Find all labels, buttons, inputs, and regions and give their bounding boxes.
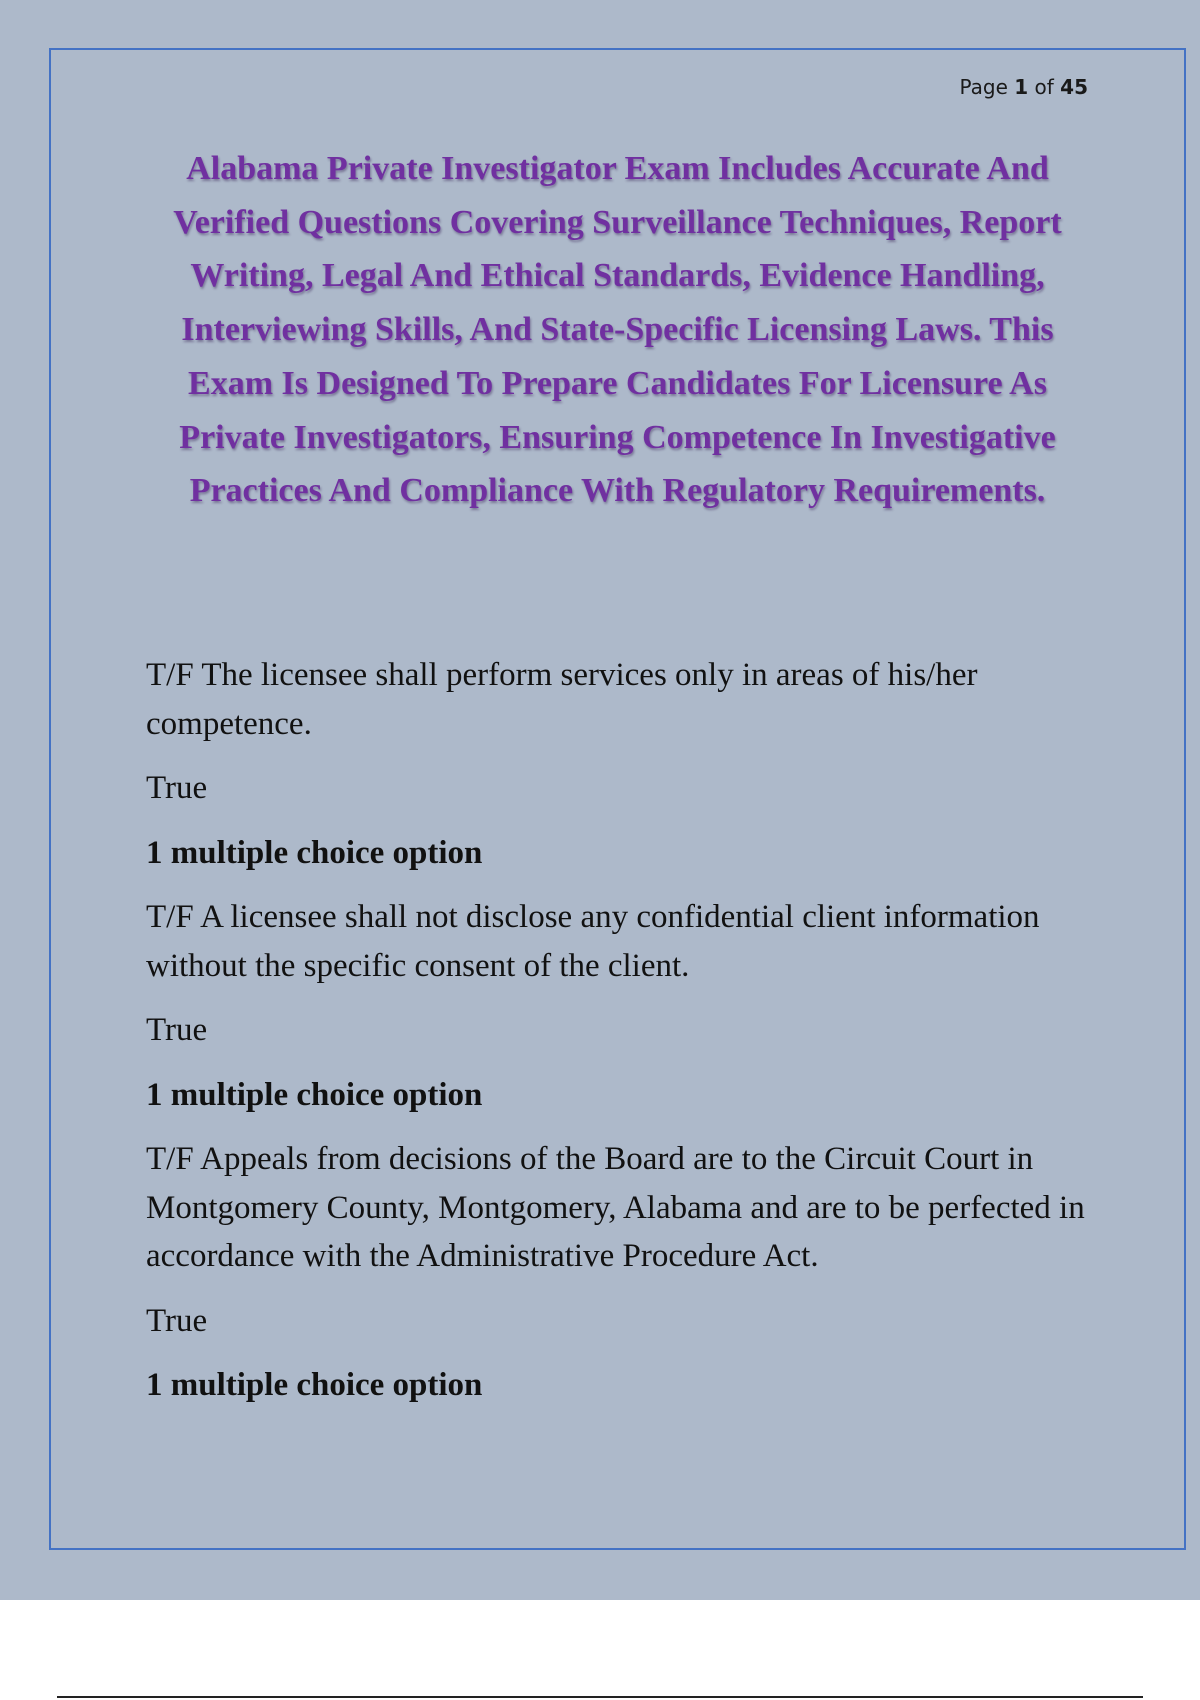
choice-count-note: 1 multiple choice option [146,834,483,871]
document-title: Alabama Private Investigator Exam Includes Accurate And Verified Questions Covering Surveillance Techniques, Report Writing, Legal And Ethical Standards, Evidence Handling, Interviewing Skills, And State-Specific Licensing Laws. This Exam Is Designed To Prepare Candidates For Licensure As Private Investigators, Ensuring Competence In Investigative Practices And Compliance With Regulatory Requirements. [173,150,1062,510]
answer-text: True [146,1302,208,1339]
question-item [146,651,1106,877]
question-item [146,893,1106,1119]
question-text: T/F Appeals from decisions of the Board are to the Circuit Court in Montgomery County, Montgomery, Alabama and are to be perfected in accordance with the Administrative Procedure Act. [146,1141,1085,1274]
choice-count-note: 1 multiple choice option [146,1076,483,1113]
answer-text: True [146,770,208,806]
footer-divider [57,1696,1143,1698]
page-number [959,75,1088,99]
page-number-label: Page [959,75,1008,99]
choice-count-note: 1 multiple choice option [146,1367,483,1403]
page-number-current: 1 [1014,75,1029,99]
answer-text: True [146,1012,208,1048]
page-number-of: of [1034,75,1054,99]
question-item [146,1135,1106,1410]
question-text: T/F A licensee shall not disclose any confidential client information without the specific consent of the client. [146,899,1040,984]
page-number-total: 45 [1060,75,1088,99]
question-list [146,651,1106,1410]
question-text: T/F The licensee shall perform services only in areas of his/her competence. [146,657,978,742]
